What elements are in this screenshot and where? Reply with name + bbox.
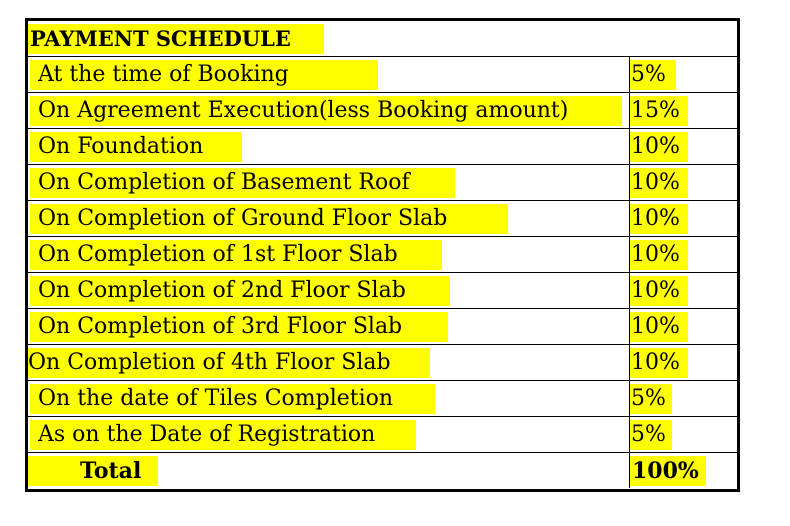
row-label: At the time of Booking <box>30 60 378 90</box>
row-label: On Completion of Ground Floor Slab <box>30 204 508 234</box>
row-value: 10% <box>630 132 688 162</box>
total-value: 100% <box>630 456 706 486</box>
table-row <box>28 57 737 93</box>
table-row <box>28 417 737 453</box>
table-row <box>28 345 737 381</box>
row-label: As on the Date of Registration <box>30 420 416 450</box>
table-row <box>28 165 737 201</box>
row-value: 10% <box>630 168 688 198</box>
row-value: 15% <box>630 96 688 126</box>
row-label: On Completion of 4th Floor Slab <box>28 348 430 378</box>
row-value: 10% <box>630 240 688 270</box>
row-value: 10% <box>630 312 688 342</box>
table-row <box>28 237 737 273</box>
row-label: On Completion of 3rd Floor Slab <box>30 312 448 342</box>
row-value: 5% <box>630 420 672 450</box>
table-title: PAYMENT SCHEDULE <box>28 24 324 54</box>
row-label: On Completion of 2nd Floor Slab <box>30 276 450 306</box>
table-row <box>28 93 737 129</box>
row-label: On Foundation <box>30 132 242 162</box>
row-value: 5% <box>630 60 676 90</box>
row-label: On Completion of 1st Floor Slab <box>30 240 442 270</box>
row-label: On Agreement Execution(less Booking amount) <box>30 96 622 126</box>
table-header-row <box>28 21 737 57</box>
table-row <box>28 273 737 309</box>
total-row <box>28 453 737 488</box>
table-row <box>28 381 737 417</box>
table-row <box>28 201 737 237</box>
table-row <box>28 129 737 165</box>
total-label: Total <box>28 456 158 486</box>
table-row <box>28 309 737 345</box>
row-value: 10% <box>630 276 688 306</box>
row-value: 10% <box>630 348 688 378</box>
row-value: 10% <box>630 204 688 234</box>
row-label: On the date of Tiles Completion <box>30 384 435 414</box>
row-label: On Completion of Basement Roof <box>30 168 455 198</box>
payment-schedule-table <box>25 18 740 492</box>
row-value: 5% <box>630 384 672 414</box>
